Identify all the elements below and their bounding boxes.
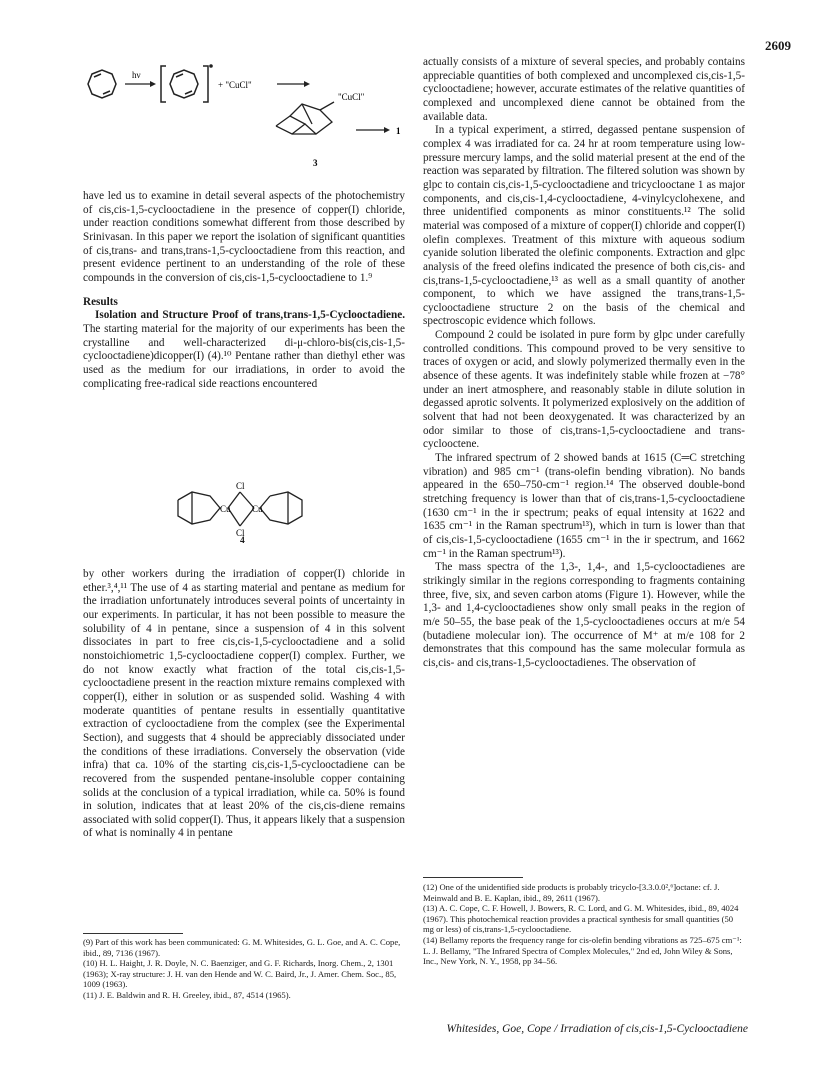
cyclooctadiene-structure <box>88 70 116 98</box>
paragraph: In a typical experiment, a stirred, degassed pentane suspension of complex 4 was irradiated for ca. 24 hr at room temperature using low-pressure mercury lamps, and the solid material present at the end of the reaction was separated by filtration. The filtered solution was shown by glpc to contain cis,cis-1,5-cyclooctadiene and tricyclooctane 1 as major components, and cis,cis-1,4-cyclooctadiene, 4-vinylcyclohexene, and three unidentified components as minor constituents.¹² The solid material was composed of a mixture of copper(I) chloride and copper(I) olefin complexes. Treatment of this mixture with aqueous sodium cyanide solution liberated the olefinic components. Extraction and glpc analysis of the freed olefins indicated the presence of both cis,cis- and cis,trans-1,5-cyclooctadiene,¹³ as well as a small quantity of another component, to which we have assigned the trans,trans-1,5-cyclooctadiene structure 2 on the basis of the chemical and spectroscopic evidence which follows. <box>423 124 745 328</box>
paragraph: have led us to examine in detail several aspects of the photochemistry of cis,cis-1,5-cyclooctadiene in the presence of copper(I) chloride, under reaction conditions somewhat different from those described by Srinivasan. In this paper we report the isolation of significant quantities of cis,trans- and trans,trans-1,5-cyclooctadiene from this reaction, and present evidence pertinent to an understanding of the role of these compounds in the conversion of cis,cis-1,5-cyclooctadiene to 1.⁹ <box>83 190 405 284</box>
footnote: (9) Part of this work has been communicated: G. M. Whitesides, G. L. Goe, and A. C. Cope, ibid., 89, 7136 (1967). <box>83 937 401 958</box>
footnote: (13) A. C. Cope, C. F. Howell, J. Bowers, R. C. Lord, and G. M. Whitesides, ibid., 89, 4024 (1967). This photochemical reaction provides a practical synthesis for small quantities (50 mg or less) of cis,trans-1,5-cyclooctadiene. <box>423 903 739 935</box>
cucl-label-complex: "CuCl" <box>338 92 365 102</box>
left-footnotes <box>83 937 405 1001</box>
copper-label-left: Cu <box>220 504 231 514</box>
footnote-rule <box>83 933 183 934</box>
footnote-rule <box>423 877 523 878</box>
chlorine-label-bottom: Cl <box>236 528 245 538</box>
compound-number-4: 4 <box>240 536 245 546</box>
paragraph: by other workers during the irradiation of copper(I) chloride in ether.³,⁴,¹¹ The use of 4 as starting material and pentane as medium for the irradiation unfortunately introduces several points of uncertainty in our experiments. In particular, it has not been possible to measure the solubility of 4 in pentane, since a suspension of 4 in this solvent dissociates in part to free cis,cis-1,5-cyclooctadiene and a solid nonstoichiometric 1,5-cyclooctadiene copper(I) complex. Further, we do not know exactly what fraction of the total cis,cis-1,5-cyclooctadiene present in the reaction mixture remains complexed with copper(I), either in solution or as suspended solid. Washing 4 with moderate quantities of pentane results in essentially quantitative extraction of cyclooctadiene from the complex (see the Experimental Section), and suggests that 4 should be appreciably dissociated under the conditions of these irradiations. Conversely the observation (vide infra) that ca. 10% of the starting cis,cis-1,5-cyclooctadiene can be recovered from the suspended pentane-insoluble copper containing solids at the conclusion of a typical irradiation, while ca. 50% is found in solution, indicates that at least 20% of the cis,cis-diene remains associated with solid copper(I). Thus, it appears likely that a suspension of what is nominally 4 in pentane <box>83 568 405 840</box>
paragraph: actually consists of a mixture of several species, and probably contains appreciable quantities of both complexed and uncomplexed cis,cis-1,5-cyclooctadiene; however, accurate estimates of the relative quantities of complexed and uncomplexed diene cannot be obtained from the available data. <box>423 56 745 123</box>
compound-number-3: 3 <box>313 158 318 168</box>
complex-3-structure <box>276 102 334 134</box>
paragraph: Compound 2 could be isolated in pure form by glpc under carefully controlled conditions. This compound proved to be very sensitive to traces of oxygen or acid, and slowly polymerized thermally even in the absence of these agents. It was indefinitely stable while frozen at −78° under an inert atmosphere, and reasonably stable in dilute solution in degassed aprotic solvents. It polymerized explosively on the addition of solvent that had not been deoxygenated. It was characterized by an odor similar to those of cis,trans-1,5-cyclooctadiene and trans-cyclooctene. <box>423 329 745 451</box>
chlorine-label-top: Cl <box>236 481 245 491</box>
left-column-bottom <box>83 568 405 841</box>
hv-label: hν <box>132 70 141 80</box>
right-footnotes <box>423 882 745 967</box>
compound-4-structure <box>170 478 320 550</box>
page-number: 2609 <box>765 38 791 53</box>
footnote: (10) H. L. Haight, J. R. Doyle, N. C. Baenziger, and G. F. Richards, Inorg. Chem., 2, 1301 (1963); X-ray structure: J. H. van den Hende and W. C. Baird, Jr., J. Amer. Chem. Soc., 85, 1009 (1963). <box>83 958 397 990</box>
reaction-scheme-top <box>80 60 410 170</box>
right-column <box>423 56 745 671</box>
paragraph <box>83 309 405 391</box>
paragraph: The mass spectra of the 1,3-, 1,4-, and 1,5-cyclooctadienes are strikingly similar in the regions corresponding to fragments containing three, five, six, and seven carbon atoms (Figure 1). However, while the 1,3- and 1,4-cyclooctadienes show only small peaks in the region of m/e 50–55, the base peak of the 1,5-cyclooctadienes occurs at m/e 54 (butadiene molecular ion). The occurrence of M⁺ at m/e 108 for 2 demonstrates that this compound has the same molecular formula as cis,cis- and cis,trans-1,5-cyclooctadienes. The observation of <box>423 561 745 669</box>
footnote: (14) Bellamy reports the frequency range for cis-olefin bending vibrations as 725–675 cm⁻¹: L. J. Bellamy, "The Infrared Spectra of Complex Molecules," 2nd ed, John Wiley & Sons, Inc., New York, N. Y., 1958, pp 34–56. <box>423 934 742 967</box>
paragraph-text: The starting material for the majority of our experiments has been the crystalline and well-characterized di-μ-chloro-bis(cis,cis-1,5-cyclooctadiene)dicopper(I) (4).¹⁰ Pentane rather than diethyl ether was used as the medium for our irradiations, in order to avoid the complicating free-radical side reactions encountered <box>83 322 405 390</box>
product-number: 1 <box>396 126 401 136</box>
subsection-title: Isolation and Structure Proof of trans,trans-1,5-Cyclooctadiene. <box>95 309 405 322</box>
intermediate-structure <box>161 66 208 102</box>
section-heading: Results <box>83 295 118 308</box>
paragraph: The infrared spectrum of 2 showed bands at 1615 (C═C stretching vibration) and 985 cm⁻¹ (trans-olefin bending vibration). No bands appeared in the 650–750-cm⁻¹ region.¹⁴ The observed double-bond stretching frequency is lower than that of cis,trans-1,5-cyclooctadiene (1630 cm⁻¹ in the ir spectrum; peaks of equal intensity at 1622 and 1635 cm⁻¹ in the Raman spectrum¹³), which in turn is lower than that of cis,cis-1,5-cyclooctadiene (1655 cm⁻¹ in the ir spectrum, and 1662 cm⁻¹ in the Raman spectrum¹³). <box>423 452 745 560</box>
copper-label-right: Cu <box>252 504 263 514</box>
footnote: (11) J. E. Baldwin and R. H. Greeley, ibid., 87, 4514 (1965). <box>83 989 291 1000</box>
cucl-label: + "CuCl" <box>218 80 252 90</box>
running-footer: Whitesides, Goe, Cope / Irradiation of cis,cis-1,5-Cyclooctadiene <box>446 1023 748 1035</box>
left-column-top <box>83 190 405 391</box>
footnote: (12) One of the unidentified side products is probably tricyclo-[3.3.0.0²,⁶]octane: cf. J. Meinwald and B. E. Kaplan, ibid., 89, 2611 (1967). <box>423 882 720 903</box>
